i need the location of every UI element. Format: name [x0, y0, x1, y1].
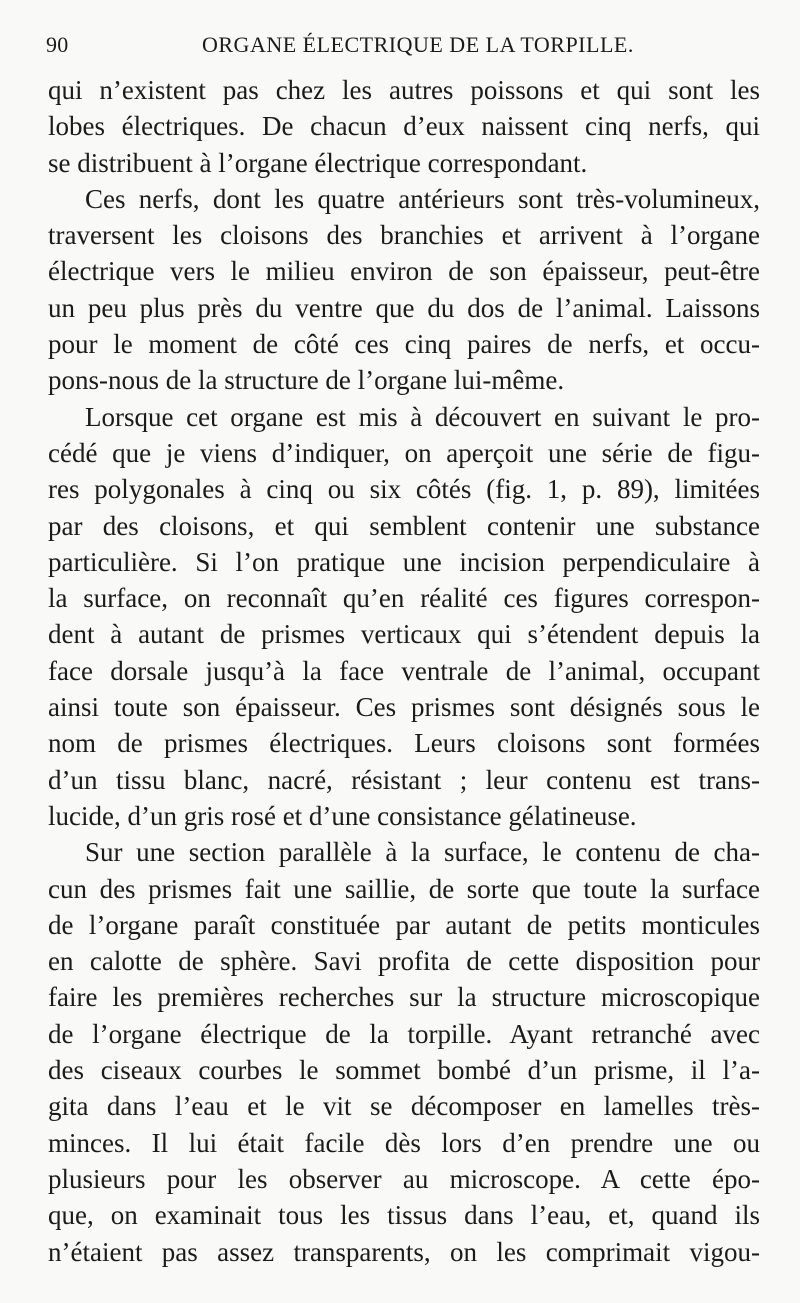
text-line: qui n’existent pas chez les autres poissons et qui sont les — [48, 75, 760, 105]
text-line: ainsi toute son épaisseur. Ces prismes sont désignés sous le — [48, 692, 760, 723]
text-line: face dorsale jusqu’à la face ventrale de l’animal, occupant — [48, 655, 760, 686]
text-line: minces. Il lui était facile dès lors d’en prendre une ou — [48, 1127, 760, 1158]
text-line: par des cloisons, et qui semblent contenir une substance — [48, 510, 760, 541]
text-line: Sur une section parallèle à la surface, le contenu de cha- — [85, 837, 760, 868]
text-line: dent à autant de prismes verticaux qui s’étendent depuis la — [48, 619, 760, 650]
text-line: Lorsque cet organe est mis à découvert en suivant le pro- — [85, 401, 760, 432]
text-line: n’étaient pas assez transparents, on les comprimait vigou- — [48, 1236, 760, 1267]
page-number: 90 — [46, 32, 69, 57]
text-line: pour le moment de côté ces cinq paires de nerfs, et occu- — [48, 329, 760, 360]
body-text — [48, 72, 760, 1270]
paragraph — [48, 72, 760, 181]
text-line: cun des prismes fait une saillie, de sorte que toute la surface — [48, 873, 760, 904]
text-line: cédé que je viens d’indiquer, on aperçoit une série de figu- — [48, 437, 760, 468]
text-line: se distribuent à l’organe électrique correspondant. — [48, 147, 588, 178]
text-line: Ces nerfs, dont les quatre antérieurs sont très-volumineux, — [85, 183, 760, 214]
text-line: en calotte de sphère. Savi profita de cette disposition pour — [48, 946, 760, 977]
text-line: de l’organe électrique de la torpille. Ayant retranché avec — [48, 1018, 760, 1049]
text-line: lucide, d’un gris rosé et d’une consistance gélatineuse. — [48, 800, 637, 831]
text-line: électrique vers le milieu environ de son épaisseur, peut-être — [48, 256, 760, 287]
text-line: plusieurs pour les observer au microscope. A cette épo- — [48, 1163, 760, 1194]
text-line: particulière. Si l’on pratique une incision perpendiculaire à — [48, 546, 760, 577]
text-line: gita dans l’eau et le vit se décomposer en lamelles très- — [48, 1091, 760, 1122]
text-line: des ciseaux courbes le sommet bombé d’un prisme, il l’a- — [48, 1055, 760, 1086]
text-line: la surface, on reconnaît qu’en réalité ces figures correspon- — [48, 583, 760, 614]
text-line: lobes électriques. De chacun d’eux naissent cinq nerfs, qui — [48, 111, 760, 142]
paragraph — [48, 399, 760, 835]
text-line: pons-nous de la structure de l’organe lui-même. — [48, 365, 565, 396]
text-line: un peu plus près du ventre que du dos de l’animal. Laissons — [48, 292, 760, 323]
text-line: nom de prismes électriques. Leurs cloisons sont formées — [48, 728, 760, 759]
text-line: res polygonales à cinq ou six côtés (fig. 1, p. 89), limitées — [48, 474, 760, 505]
text-line: faire les premières recherches sur la structure microscopique — [48, 982, 760, 1013]
text-line: traversent les cloisons des branchies et arrivent à l’organe — [48, 220, 760, 251]
text-line: de l’organe paraît constituée par autant de petits monticules — [48, 909, 760, 940]
page-header — [46, 32, 760, 62]
paragraph — [48, 181, 760, 399]
text-line: d’un tissu blanc, nacré, résistant ; leur contenu est trans- — [48, 764, 760, 795]
paragraph — [48, 834, 760, 1270]
text-line: que, on examinait tous les tissus dans l’eau, et, quand ils — [48, 1200, 760, 1231]
running-title: ORGANE ÉLECTRIQUE DE LA TORPILLE. — [202, 32, 634, 57]
